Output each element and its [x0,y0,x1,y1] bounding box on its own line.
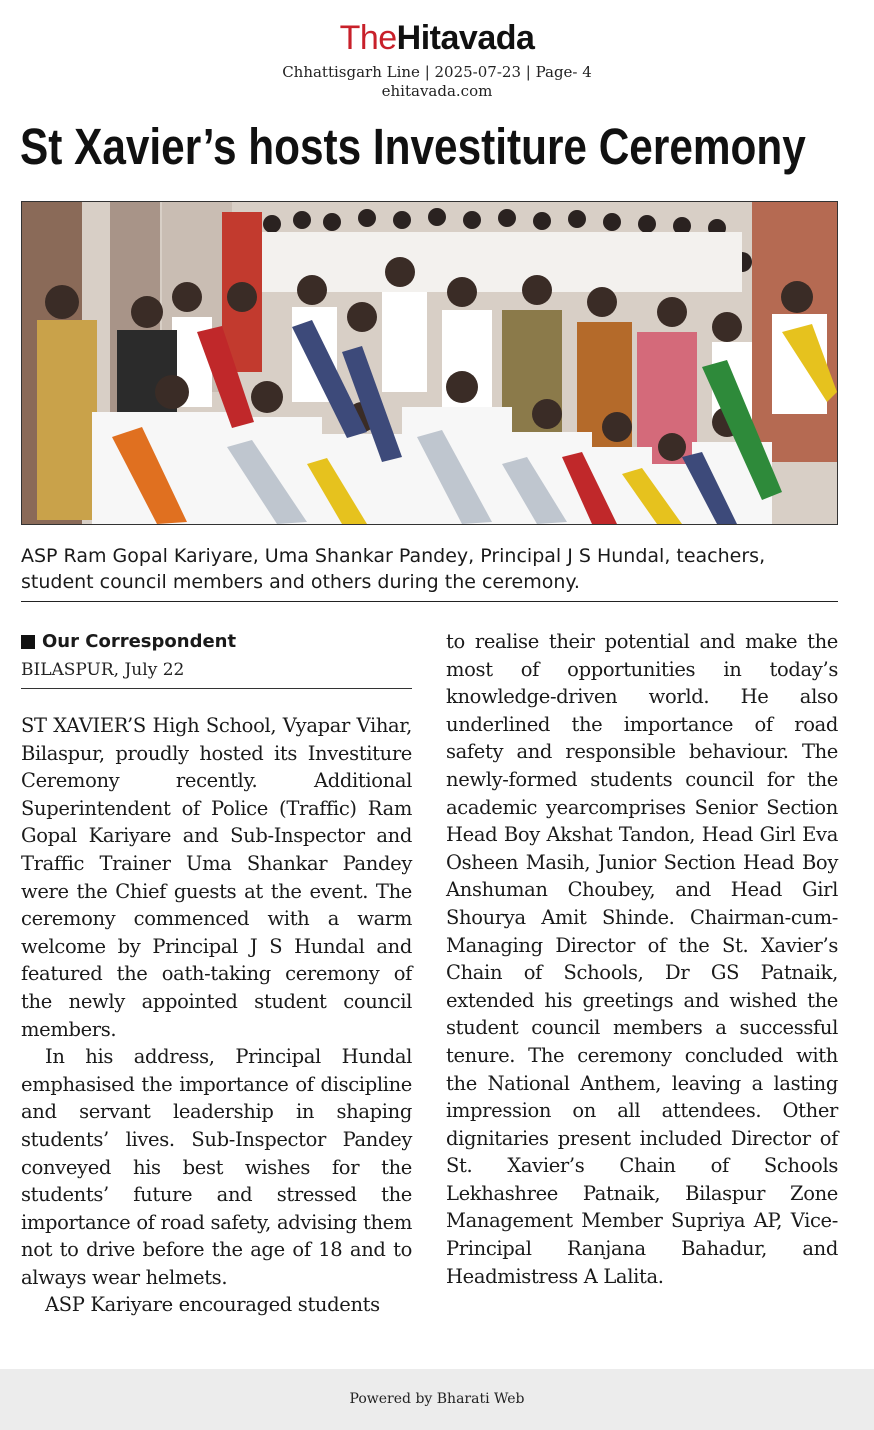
byline [21,631,236,653]
logo-name: Hitavada [396,19,535,57]
footer [0,1369,874,1430]
paragraph-1: ST XAVIER’S High School, Vyapar Vihar, Bilaspur, proudly hosted its Investiture Ceremony recently. Additional Superintendent of Police (Traffic) Ram Gopal Kariyare and Sub-Inspector and Traffic Trainer Uma Shankar Pandey were the Chief guests at the event. The ceremony commenced with a warm welcome by Principal J S Hundal and featured the oath-taking ceremony of the newly appointed student council members. [21,714,412,1041]
paragraph-2: In his address, Principal Hundal emphasised the importance of discipline and servant leadership in shaping students’ lives. Sub-Inspector Pandey conveyed his best wishes for the students’ future and stressed the importance of road safety, advising them not to drive before the age of 18 and to always wear helmets. [21,1045,412,1289]
article-column-left [21,712,412,1319]
byline-square-icon [21,635,35,649]
byline-divider [21,688,412,689]
paragraph-3-continued: to realise their potential and make the most of opportunities in today’s knowledge-driven world. He also underlined the importance of road safety and responsible behaviour. The newly-formed students council for the academic yearcomprises Senior Section Head Boy Akshat Tandon, Head Girl Eva Osheen Masih, Junior Section Head Boy Anshuman Choubey, and Head Girl Shourya Amit Shinde. Chairman-cum-Managing Director of the St. Xavier’s Chain of Schools, Dr GS Patnaik, extended his greetings and wished the student council members a successful tenure. The ceremony concluded with the National Anthem, leaving a lasting impression on all attendees. Other dignitaries present included Director of St. Xavier’s Chain of Schools Lekhashree Patnaik, Bilaspur Zone Management Member Supriya AP, Vice-Principal Ranjana Bahadur, and Headmistress A Lalita. [446,630,838,1288]
caption-divider [21,601,838,602]
footer-credit[interactable]: Powered by Bharati Web [349,1391,525,1407]
photo-caption: ASP Ram Gopal Kariyare, Uma Shankar Pandey, Principal J S Hundal, teachers, student council members and others during the ceremony. [21,545,766,593]
byline-author: Our Correspondent [42,631,237,652]
masthead [0,18,874,100]
article-headline: St Xavier’s hosts Investiture Ceremony [20,118,806,175]
paragraph-3-start: ASP Kariyare encouraged students [45,1293,380,1317]
dateline: BILASPUR, July 22 [21,660,185,680]
edition-meta: Chhattisgarh Line | 2025-07-23 | Page- 4 [282,63,592,81]
newspaper-logo[interactable] [0,18,874,58]
group-photo-illustration [22,202,837,524]
logo-the: The [339,19,397,57]
article-column-right [446,628,838,1290]
article-photo [21,201,838,525]
site-link[interactable]: ehitavada.com [381,82,493,100]
